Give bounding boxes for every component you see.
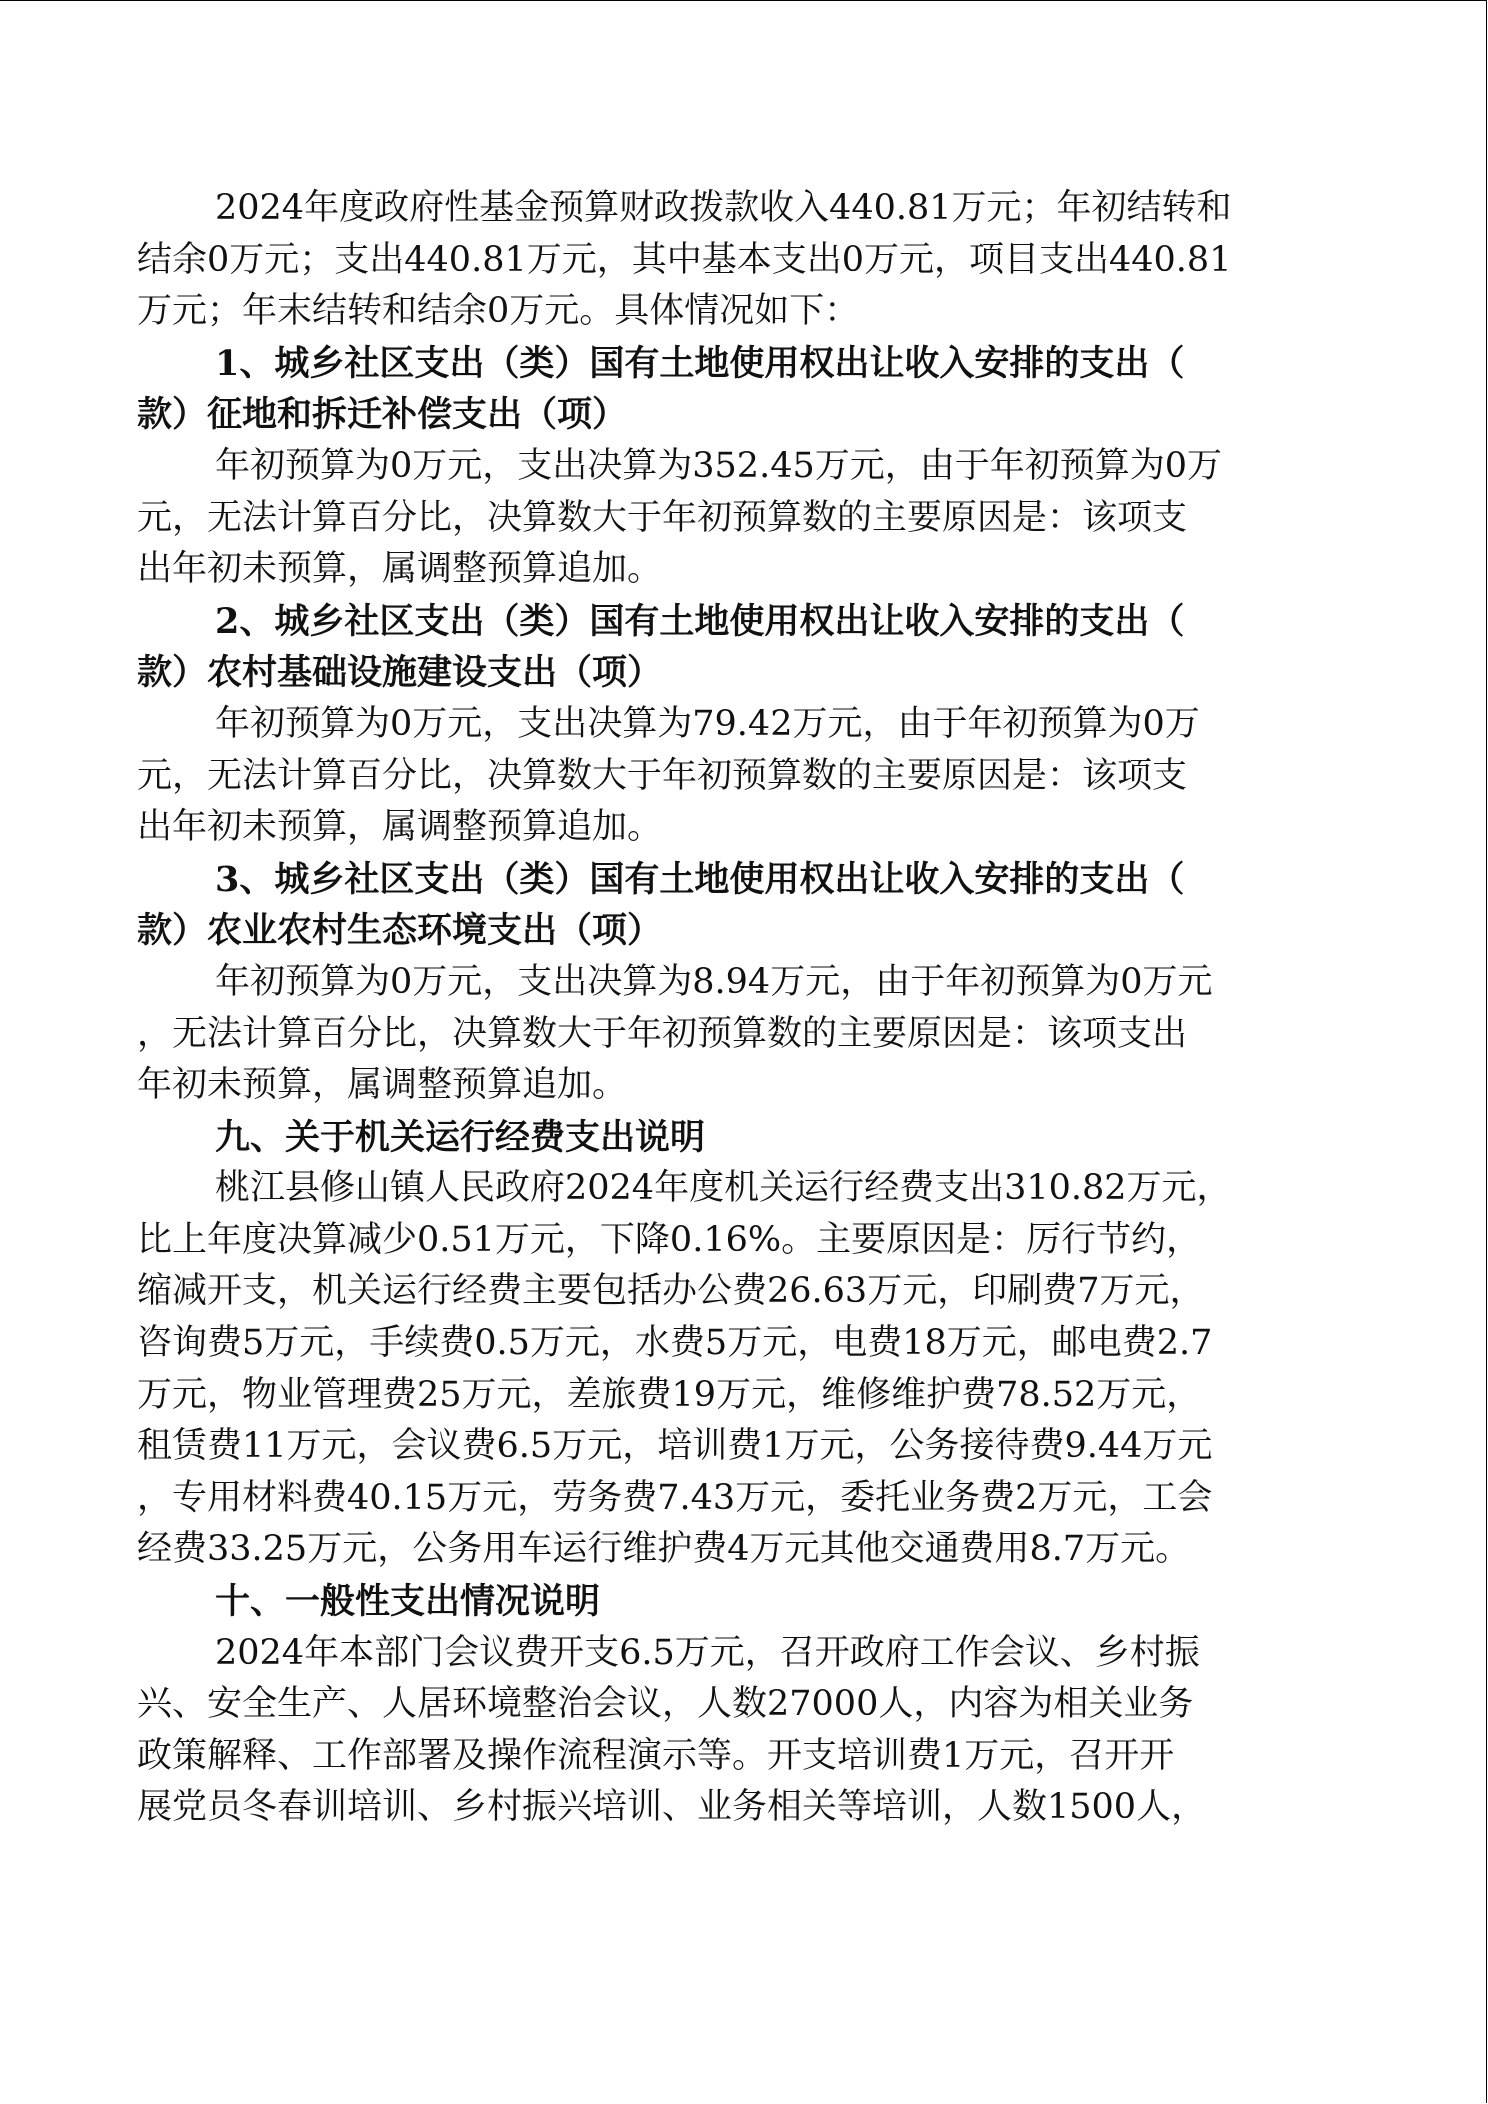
paragraph-line: 比上年度决算减少0.51万元，下降0.16%。主要原因是：厉行节约， — [137, 1219, 1202, 1260]
section-heading-line: 款）征地和拆迁补偿支出（项） — [137, 394, 628, 436]
paragraph-line: 出年初未预算，属调整预算追加。 — [137, 549, 663, 590]
paragraph-line: 年初预算为0万元，支出决算为8.94万元，由于年初预算为0万元 — [215, 961, 1213, 1002]
paragraph-line: 租赁费11万元，会议费6.5万元，培训费1万元，公务接待费9.44万元 — [137, 1426, 1213, 1467]
paragraph-line: 政策解释、工作部署及操作流程演示等。开支培训费1万元，召开开 — [137, 1735, 1175, 1776]
section-heading-line: 十、一般性支出情况说明 — [215, 1581, 601, 1623]
paragraph-line: 2024年度政府性基金预算财政拨款收入440.81万元；年初结转和 — [215, 188, 1232, 228]
paragraph-line: 万元；年末结转和结余0万元。具体情况如下： — [137, 291, 860, 332]
section-heading-line: 款）农业农村生态环境支出（项） — [137, 910, 663, 952]
paragraph-line: 结余0万元；支出440.81万元，其中基本支出0万元，项目支出440.81 — [137, 239, 1232, 280]
paragraph-line: 桃江县修山镇人民政府2024年度机关运行经费支出310.82万元， — [215, 1168, 1232, 1209]
section-heading-line: 九、关于机关运行经费支出说明 — [215, 1116, 706, 1158]
paragraph-line: 2024年本部门会议费开支6.5万元，召开政府工作会议、乡村振 — [215, 1632, 1200, 1673]
section-heading-line: 2、城乡社区支出（类）国有土地使用权出让收入安排的支出（ — [215, 600, 1185, 642]
paragraph-line: 元，无法计算百分比，决算数大于年初预算数的主要原因是：该项支 — [137, 755, 1188, 796]
section-heading-line: 1、城乡社区支出（类）国有土地使用权出让收入安排的支出（ — [215, 342, 1185, 384]
paragraph-line: ，无法计算百分比，决算数大于年初预算数的主要原因是：该项支出 — [137, 1013, 1188, 1054]
section-heading-line: 款）农村基础设施建设支出（项） — [137, 652, 663, 694]
section-heading-line: 3、城乡社区支出（类）国有土地使用权出让收入安排的支出（ — [215, 858, 1185, 900]
paragraph-line: 年初预算为0万元，支出决算为79.42万元，由于年初预算为0万 — [215, 703, 1200, 744]
paragraph-line: 咨询费5万元，手续费0.5万元，水费5万元，电费18万元，邮电费2.7 — [137, 1323, 1213, 1364]
paragraph-line: 缩减开支，机关运行经费主要包括办公费26.63万元，印刷费7万元， — [137, 1271, 1205, 1312]
paragraph-line: 年初未预算，属调整预算追加。 — [137, 1065, 628, 1106]
paragraph-line: ，专用材料费40.15万元，劳务费7.43万元，委托业务费2万元，工会 — [137, 1477, 1213, 1518]
paragraph-line: 年初预算为0万元，支出决算为352.45万元，由于年初预算为0万 — [215, 445, 1223, 486]
paragraph-line: 元，无法计算百分比，决算数大于年初预算数的主要原因是：该项支 — [137, 497, 1188, 538]
paragraph-line: 经费33.25万元，公务用车运行维护费4万元其他交通费用8.7万元。 — [137, 1529, 1191, 1570]
paragraph-line: 出年初未预算，属调整预算追加。 — [137, 807, 663, 848]
paragraph-line: 万元，物业管理费25万元，差旅费19万元，维修维护费78.52万元， — [137, 1374, 1202, 1415]
paragraph-line: 兴、安全生产、人居环境整治会议，人数27000人，内容为相关业务 — [137, 1684, 1194, 1725]
paragraph-line: 展党员冬春训培训、乡村振兴培训、业务相关等培训，人数1500人， — [137, 1787, 1207, 1828]
document-body — [137, 183, 1339, 1834]
